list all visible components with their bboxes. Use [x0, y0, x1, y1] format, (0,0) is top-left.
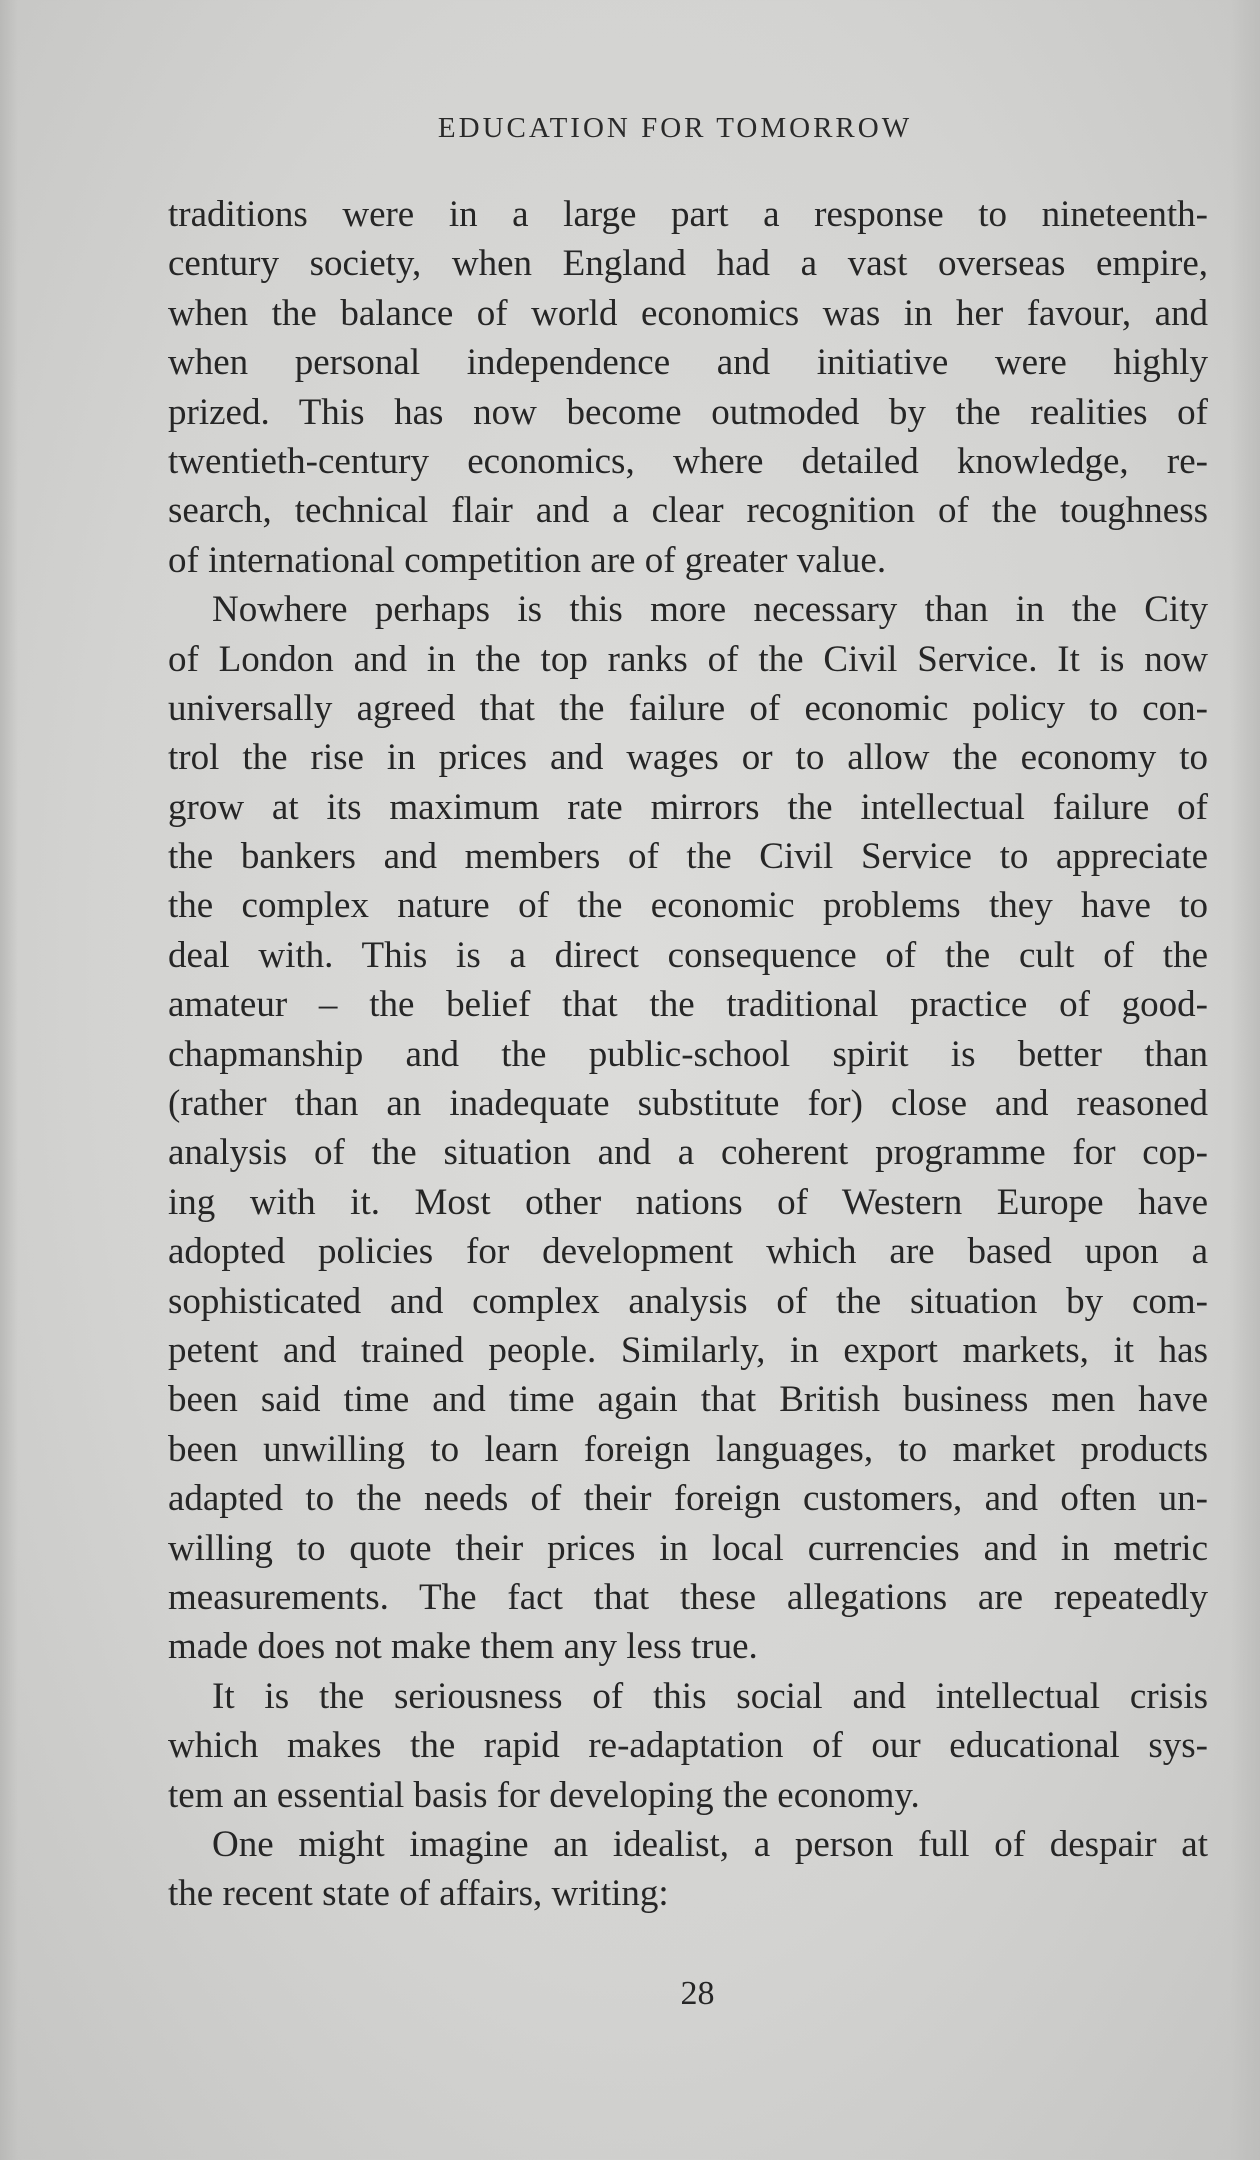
body-text: [168, 190, 1208, 1919]
text-line: measurements. The fact that these allegations are repeatedly: [168, 1576, 1208, 1618]
text-line: of London and in the top ranks of the Civil Service. It is now: [168, 638, 1208, 680]
text-line: been said time and time again that British business men have: [168, 1379, 1208, 1421]
text-line: analysis of the situation and a coherent programme for cop-: [168, 1132, 1208, 1174]
text-line: trol the rise in prices and wages or to allow the economy to: [168, 737, 1208, 779]
page-number: 28: [680, 1975, 715, 2012]
page-edge-shadow-left: [0, 0, 18, 2160]
text-line: been unwilling to learn foreign languages, to market products: [168, 1428, 1208, 1470]
paragraph: [168, 1820, 1208, 1919]
text-line: the complex nature of the economic problems they have to: [168, 885, 1208, 927]
page-edge-shadow-right: [1230, 0, 1260, 2160]
text-line: grow at its maximum rate mirrors the intellectual failure of: [168, 786, 1208, 828]
text-line: adapted to the needs of their foreign customers, and often un-: [168, 1478, 1208, 1520]
text-line: century society, when England had a vast overseas empire,: [168, 243, 1208, 285]
paragraph: [168, 190, 1208, 585]
paragraph: [168, 1672, 1208, 1820]
text-line: (rather than an inadequate substitute for) close and reasoned: [168, 1083, 1208, 1125]
text-line: traditions were in a large part a response to nineteenth-: [168, 194, 1208, 235]
text-line: petent and trained people. Similarly, in export markets, it has: [168, 1329, 1208, 1371]
text-line: which makes the rapid re-adaptation of our educational sys-: [168, 1725, 1208, 1767]
text-line: when personal independence and initiative were highly: [168, 342, 1208, 384]
paragraph: [168, 585, 1208, 1672]
running-head: EDUCATION FOR TOMORROW: [437, 112, 913, 144]
text-line: amateur – the belief that the traditional practice of good-: [168, 984, 1208, 1026]
text-line: universally agreed that the failure of economic policy to con-: [168, 687, 1208, 729]
text-line: search, technical flair and a clear recognition of the toughness: [168, 490, 1208, 532]
text-line: Nowhere perhaps is this more necessary than in the City: [212, 589, 1208, 631]
text-line: adopted policies for development which are based upon a: [168, 1231, 1208, 1273]
text-line: prized. This has now become outmoded by the realities of: [168, 391, 1208, 433]
text-line: deal with. This is a direct consequence of the cult of the: [168, 934, 1208, 976]
text-line: the recent state of affairs, writing:: [168, 1873, 669, 1915]
text-line: ing with it. Most other nations of Western Europe have: [168, 1181, 1208, 1223]
text-line: tem an essential basis for developing the economy.: [168, 1774, 920, 1816]
text-line: chapmanship and the public-school spirit is better than: [168, 1033, 1208, 1075]
text-line: made does not make them any less true.: [168, 1626, 758, 1668]
text-line: willing to quote their prices in local currencies and in metric: [168, 1527, 1208, 1569]
text-line: the bankers and members of the Civil Service to appreciate: [168, 836, 1208, 878]
text-line: of international competition are of greater value.: [168, 539, 887, 581]
text-line: when the balance of world economics was in her favour, and: [168, 292, 1208, 334]
text-line: twentieth-century economics, where detailed knowledge, re-: [168, 440, 1208, 482]
text-line: One might imagine an idealist, a person full of despair at: [212, 1823, 1208, 1865]
text-line: sophisticated and complex analysis of the situation by com-: [168, 1280, 1208, 1322]
text-line: It is the seriousness of this social and intellectual crisis: [212, 1675, 1208, 1717]
